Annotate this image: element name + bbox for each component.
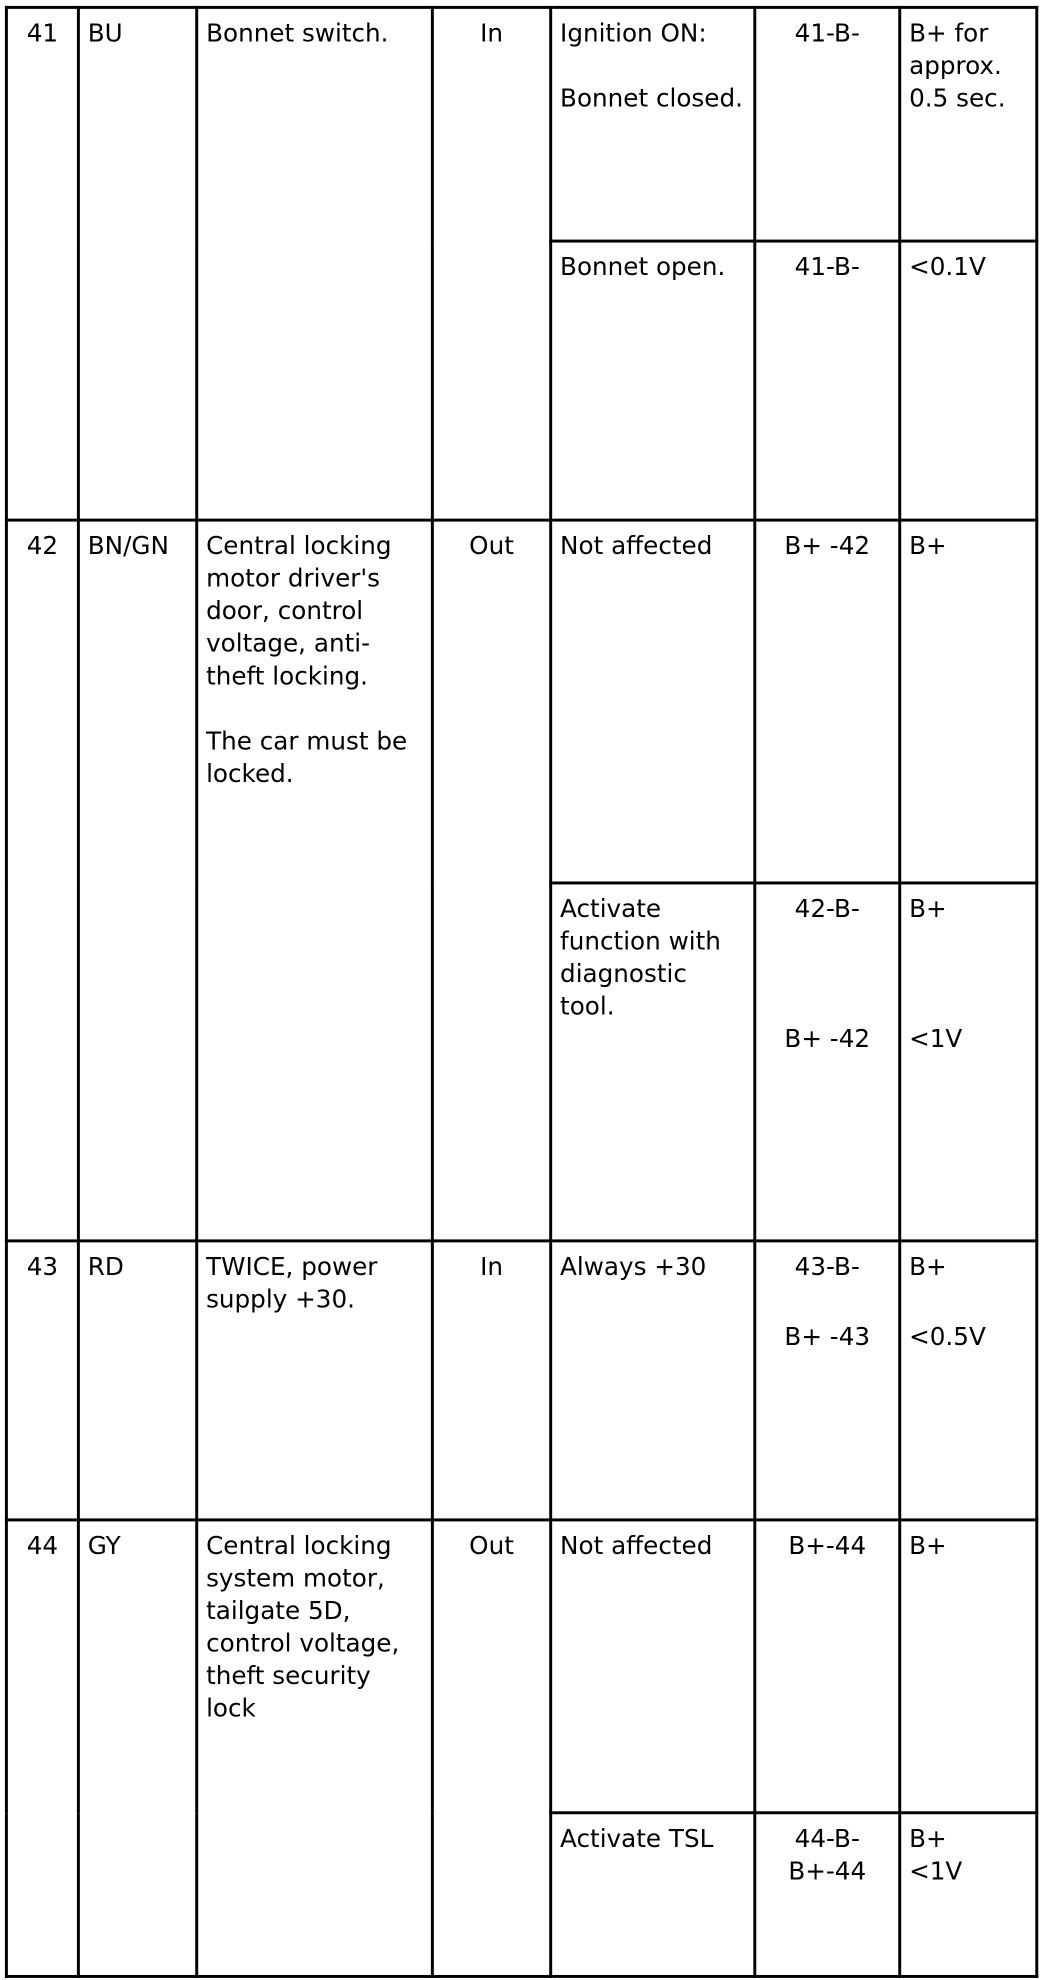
- pin-description: [197, 1520, 433, 1977]
- pin-description: [197, 7, 433, 520]
- value-line: <1V: [909, 1024, 963, 1054]
- measure-line: B+ -42: [784, 1024, 871, 1054]
- table-row: [6, 520, 1036, 883]
- expected-value: [900, 7, 1037, 241]
- table-row: [6, 7, 1036, 241]
- signal-direction: Out: [432, 1520, 550, 1977]
- pin-number: 43: [6, 1241, 78, 1520]
- description-line: Central locking motor driver's door, control voltage, anti-theft locking.: [206, 531, 392, 691]
- measure-line: 41-B-: [794, 252, 860, 282]
- value-line: B+: [909, 1531, 947, 1560]
- expected-value: [900, 1520, 1037, 1813]
- wire-color: RD: [78, 1241, 196, 1520]
- measure-points: [755, 1813, 900, 1977]
- measure-line: 44-B-: [794, 1824, 860, 1853]
- measure-points: [755, 1241, 900, 1520]
- value-line: B+: [909, 531, 947, 561]
- test-condition: [551, 1813, 755, 1977]
- expected-value: [900, 241, 1037, 520]
- pin-description: [197, 520, 433, 1241]
- measure-line: B+-44: [788, 1856, 867, 1886]
- measure-points: [755, 520, 900, 883]
- value-line: B+: [909, 894, 947, 923]
- test-condition: [551, 7, 755, 241]
- table-row: [6, 1520, 1036, 1813]
- measure-line: 42-B-: [794, 894, 860, 923]
- measure-points: [755, 241, 900, 520]
- pin-number: 42: [6, 520, 78, 1241]
- measure-line: 43-B-: [794, 1252, 860, 1281]
- condition-line: Not affected: [560, 531, 713, 561]
- expected-value: [900, 1241, 1037, 1520]
- description-line: Central locking system motor, tailgate 5D, control voltage, theft security lock: [206, 1531, 400, 1723]
- value-line: B+ for approx. 0.5 sec.: [909, 18, 1006, 113]
- measure-line: B+ -42: [784, 531, 871, 561]
- value-line: B+: [909, 1824, 947, 1853]
- measure-points: [755, 1520, 900, 1813]
- test-condition: [551, 241, 755, 520]
- description-line: The car must be locked.: [206, 726, 408, 788]
- table-row: [6, 1241, 1036, 1520]
- test-condition: [551, 883, 755, 1241]
- condition-line: Bonnet open.: [560, 252, 726, 282]
- measure-line: B+-44: [788, 1531, 867, 1560]
- condition-line: Not affected: [560, 1531, 713, 1560]
- pin-description: [197, 1241, 433, 1520]
- signal-direction: In: [432, 7, 550, 520]
- description-line: Bonnet switch.: [206, 18, 389, 48]
- expected-value: [900, 520, 1037, 883]
- expected-value: [900, 883, 1037, 1241]
- measure-points: [755, 7, 900, 241]
- measure-points: [755, 883, 900, 1241]
- condition-line: Activate TSL: [560, 1824, 714, 1853]
- condition-line: Ignition ON:: [560, 18, 707, 48]
- wire-color: GY: [78, 1520, 196, 1977]
- condition-line: Activate function with diagnostic tool.: [560, 894, 721, 1021]
- value-line: <0.1V: [909, 252, 986, 282]
- description-line: TWICE, power supply +30.: [206, 1252, 378, 1314]
- condition-line: Bonnet closed.: [560, 83, 743, 113]
- wire-color: BN/GN: [78, 520, 196, 1241]
- measure-line: B+ -43: [784, 1322, 871, 1351]
- value-line: <1V: [909, 1856, 963, 1886]
- signal-direction: Out: [432, 520, 550, 1241]
- test-condition: [551, 1241, 755, 1520]
- value-line: <0.5V: [909, 1322, 986, 1351]
- test-condition: [551, 520, 755, 883]
- signal-direction: In: [432, 1241, 550, 1520]
- pin-number: 41: [6, 7, 78, 520]
- condition-line: Always +30: [560, 1252, 707, 1281]
- test-condition: [551, 1520, 755, 1813]
- measure-line: 41-B-: [794, 18, 860, 48]
- pin-table: [5, 6, 1038, 1978]
- wire-color: BU: [78, 7, 196, 520]
- expected-value: [900, 1813, 1037, 1977]
- pin-number: 44: [6, 1520, 78, 1977]
- value-line: B+: [909, 1252, 947, 1281]
